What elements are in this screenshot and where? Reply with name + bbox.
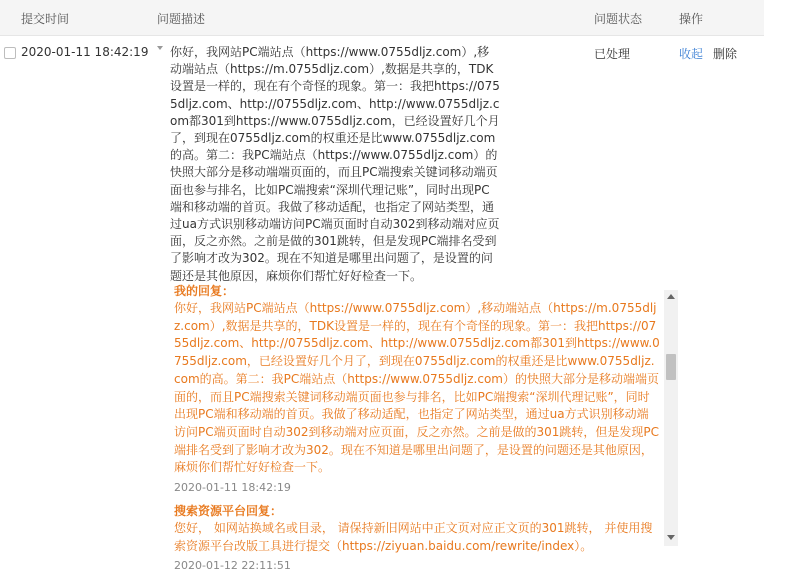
row-status: 已处理 — [594, 47, 631, 61]
row-checkbox[interactable] — [4, 47, 16, 59]
collapse-link[interactable]: 收起 — [679, 47, 704, 61]
header-operations: 操作 — [679, 12, 704, 26]
row-submit-time: 2020-01-11 18:42:19 — [21, 45, 149, 59]
scroll-down-arrow-icon[interactable] — [667, 535, 675, 540]
scroll-thumb[interactable] — [666, 354, 676, 380]
scroll-up-arrow-icon[interactable] — [667, 294, 675, 299]
reply-content — [168, 283, 660, 574]
reply-scrollbar[interactable] — [664, 290, 678, 546]
platform-reply-heading: 搜索资源平台回复： — [174, 504, 283, 519]
reply-spacer — [174, 496, 660, 503]
header-submit-time: 提交时间 — [21, 12, 70, 26]
my-reply-heading: 我的回复： — [174, 284, 235, 298]
caret-down-icon[interactable] — [157, 46, 163, 50]
header-status: 问题状态 — [594, 12, 643, 26]
my-reply-text: 你好，我网站PC端站点（https://www.0755dljz.com）,移动端站点（https://m.0755dljz.com）,数据是共享的，TDK设置是一样的，现在有个奇怪的现象。第一：我把https://0755dljz.com、http://0755dljz.com、http://www.0755dljz.com都301到https://www.0755dljz.com，已经设置好几个月了，到现在0755dljz.com的权重还是比www.0755dljz.com的高。第二：我PC端站点（https://www.0755dljz.com）的快照大部分是移动端端页面的，而且PC端搜索关键词移动端页面也参与排名，比如PC端搜索“深圳代理记账”，同时出现PC端和移动端的首页。我做了移动适配，也指定了网站类型，通过ua方式识别移动端访问PC端页面时自动302到移动端对应页面，反之亦然。之前是做的301跳转，但是发现PC端排名受到了影响才改为302。现在不知道是哪里出问题了，是设置的问题还是其他原因，麻烦你们帮忙好好检查一下。 — [174, 301, 660, 475]
reply-panel[interactable] — [168, 284, 678, 573]
header-description: 问题描述 — [157, 12, 206, 26]
platform-reply-text: 您好， 如网站换域名或目录， 请保持新旧网站中正文页对应正文页的301跳转， 并使用搜索资源平台改版工具进行提交（https://ziyuan.baidu.com/rewrite/index）。 — [174, 521, 653, 553]
my-reply-date: 2020-01-11 18:42:19 — [174, 481, 291, 495]
platform-reply-date: 2020-01-12 22:11:51 — [174, 559, 291, 573]
row-description: 你好，我网站PC端站点（https://www.0755dljz.com）,移动端站点（https://m.0755dljz.com）,数据是共享的，TDK设置是一样的，现在有个奇怪的现象。第一：我把https://0755dljz.com、http://0755dljz.com、http://www.0755dljz.com都301到https://www.0755dljz.com，已经设置好几个月了，到现在0755dljz.com的权重还是比www.0755dljz.com的高。第二：我PC端站点（https://www.0755dljz.com）的快照大部分是移动端端页面的，而且PC端搜索关键词移动端页面也参与排名，比如PC端搜索“深圳代理记账”，同时出现PC端和移动端的首页。我做了移动适配，也指定了网站类型，通过ua方式识别移动端访问PC端页面时自动302到移动端对应页面，反之亦然。之前是做的301跳转，但是发现PC端排名受到了影响才改为302。现在不知道是哪里出问题了，是设置的问题还是其他原因，麻烦你们帮忙好好检查一下。 — [170, 45, 500, 283]
table-header — [0, 0, 764, 36]
delete-link[interactable]: 删除 — [713, 47, 738, 61]
